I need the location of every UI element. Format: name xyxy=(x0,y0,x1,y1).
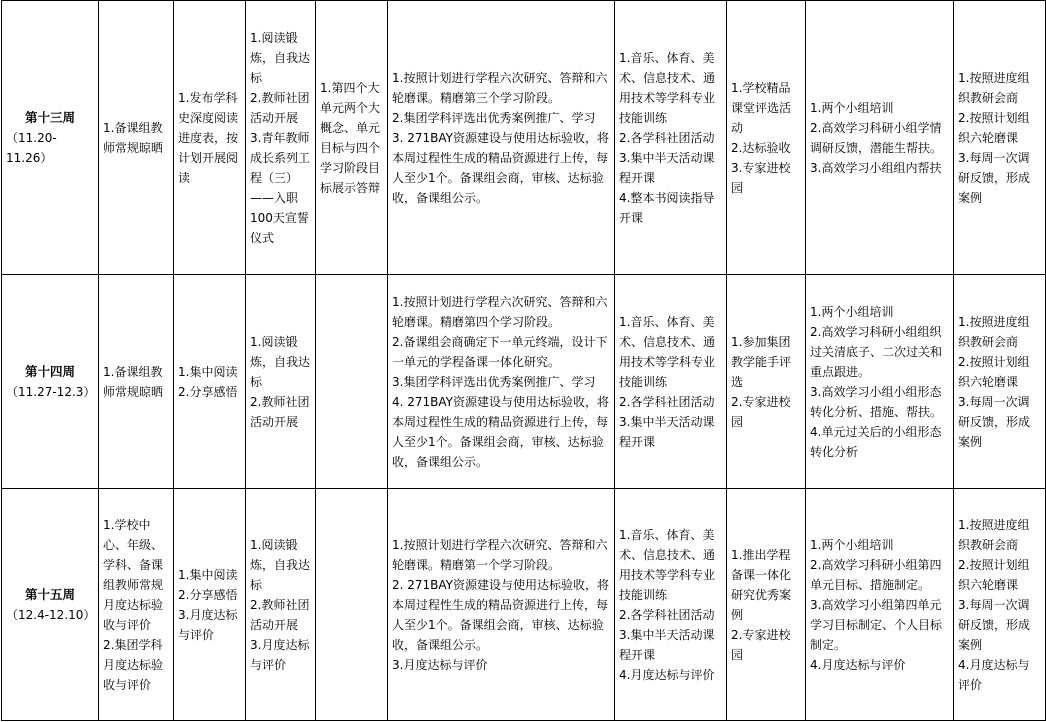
cell-item: 1.备课组教师常规晾晒 xyxy=(103,364,164,399)
cell-item: 3.每周一次调研反馈，形成案例 xyxy=(958,394,1031,449)
unit-goal-cell xyxy=(316,1,388,275)
teacher-activity-cell xyxy=(246,1,316,275)
school-activity-cell xyxy=(727,1,806,275)
cell-item: 2.教师社团活动开展 xyxy=(250,394,310,429)
study-group-cell xyxy=(806,1,954,275)
cell-item: 2.教师社团活动开展 xyxy=(250,90,310,125)
cell-item: 1.第四个大单元两个大概念、单元目标与四个学习阶段目标展示答辩 xyxy=(320,80,381,195)
cell-item: 1.阅读锻炼，自我达标 xyxy=(250,537,311,592)
teacher-activity-cell xyxy=(246,489,316,721)
cell-item: 2.按照计划组织六轮磨课 xyxy=(958,110,1030,145)
week-cell xyxy=(2,275,99,489)
cell-item: 4.整本书阅读指导开课 xyxy=(619,190,715,225)
cell-item: 2.教师社团活动开展 xyxy=(250,597,310,632)
cell-item: 1.发布学科史深度阅读进度表，按计划开展阅读 xyxy=(178,90,239,185)
cell-item: 2.各学科社团活动 xyxy=(619,607,715,622)
cell-item: 1.按照进度组织教研会商 xyxy=(958,517,1030,552)
cell-item: 3.月度达标与评价 xyxy=(178,607,238,642)
week-label: 第十四周 xyxy=(24,363,75,379)
lesson-research-cell xyxy=(388,1,615,275)
cell-item: 2.各学科社团活动 xyxy=(619,394,715,409)
week-cell xyxy=(2,1,99,275)
week-dates: （11.20-11.26） xyxy=(6,130,57,165)
cell-item: 4.月度达标与评价 xyxy=(619,667,715,682)
table-row xyxy=(2,489,1046,721)
cell-item: 2.集团学科月度达标验收与评价 xyxy=(103,637,164,692)
cell-item: 2. 271BAY资源建设与使用达标验收，将本周过程性生成的精品资源进行上传，每人至少1个。备课组会商，审核、达标验收，备课组公示。 xyxy=(392,577,610,652)
cell-item: 1.学校精品课堂评选活动 xyxy=(731,80,792,135)
cell-item: 2.专家进校园 xyxy=(731,394,791,429)
cell-item: 1.阅读锻炼，自我达标 xyxy=(250,30,311,85)
cell-item: 1.两个小组培训 xyxy=(810,304,894,319)
cell-item: 3.专家进校园 xyxy=(731,160,791,195)
cell-item: 4.月度达标与评价 xyxy=(810,657,906,672)
cell-item: 3.高效学习小组第四单元学习目标制定、个人目标制定。 xyxy=(810,597,943,652)
cell-item: 1.集中阅读 xyxy=(178,567,238,582)
study-group-cell xyxy=(806,275,954,489)
research-feedback-cell xyxy=(954,489,1046,721)
week-label: 第十三周 xyxy=(24,109,75,125)
cell-item: 2.分享感悟 xyxy=(178,587,238,602)
cell-item: 3.每周一次调研反馈，形成案例 xyxy=(958,150,1031,205)
cell-item: 2.高效学习科研小组学情调研反馈，潜能生帮扶。 xyxy=(810,120,943,155)
cell-item: 3.青年教师成长系列工程（三）——入职100天宣誓仪式 xyxy=(250,130,311,245)
cell-item: 3.集中半天活动课程开课 xyxy=(619,627,715,662)
teacher-routine-cell xyxy=(99,489,174,721)
cell-item: 4.月度达标与评价 xyxy=(958,657,1030,692)
cell-item: 1.按照计划进行学程六次研究、答辩和六轮磨课。精磨第三个学习阶段。 xyxy=(392,70,608,105)
cell-item: 2.各学科社团活动 xyxy=(619,130,715,145)
week-dates: （12.4-12.10） xyxy=(6,607,96,622)
cell-item: 2.专家进校园 xyxy=(731,627,791,662)
cell-item: 1.两个小组培训 xyxy=(810,100,894,115)
table-row xyxy=(2,275,1046,489)
cell-item: 3.每周一次调研反馈，形成案例 xyxy=(958,597,1031,652)
lesson-research-cell xyxy=(388,275,615,489)
unit-goal-cell xyxy=(316,275,388,489)
cell-item: 2.按照计划组织六轮磨课 xyxy=(958,354,1030,389)
cell-item: 3. 271BAY资源建设与使用达标验收，将本周过程性生成的精品资源进行上传，每人至少1个。备课组会商，审核、达标验收，备课组公示。 xyxy=(392,130,610,205)
cell-item: 3.高效学习小组小组形态转化分析、措施、帮扶。 xyxy=(810,384,943,419)
cell-item: 1.按照进度组织教研会商 xyxy=(958,314,1030,349)
reading-cell xyxy=(174,1,246,275)
reading-cell xyxy=(174,275,246,489)
unit-goal-cell xyxy=(316,489,388,721)
cell-item: 3.集中半天活动课程开课 xyxy=(619,414,715,449)
cell-item: 2.按照计划组织六轮磨课 xyxy=(958,557,1030,592)
teacher-activity-cell xyxy=(246,275,316,489)
cell-item: 2.分享感悟 xyxy=(178,384,238,399)
cell-item: 3.集中半天活动课程开课 xyxy=(619,150,715,185)
cell-item: 1.按照计划进行学程六次研究、答辩和六轮磨课。精磨第四个学习阶段。 xyxy=(392,294,608,329)
schedule-table xyxy=(1,0,1046,721)
teacher-routine-cell xyxy=(99,1,174,275)
cell-item: 3.高效学习小组组内帮扶 xyxy=(810,160,942,175)
cell-item: 3.月度达标与评价 xyxy=(250,637,310,672)
cell-item: 1.音乐、体育、美术、信息技术、通用技术等学科专业技能训练 xyxy=(619,314,716,389)
cell-item: 1.按照进度组织教研会商 xyxy=(958,70,1030,105)
school-activity-cell xyxy=(727,275,806,489)
cell-item: 2.达标验收 xyxy=(731,140,791,155)
week-cell xyxy=(2,489,99,721)
study-group-cell xyxy=(806,489,954,721)
specialty-training-cell xyxy=(615,1,727,275)
cell-item: 1.推出学程备课一体化研究优秀案例 xyxy=(731,547,792,622)
table-row xyxy=(2,1,1046,275)
cell-item: 2.备课组会商确定下一单元终端，设计下一单元的学程备课一体化研究。 xyxy=(392,334,608,369)
cell-item: 1.备课组教师常规晾晒 xyxy=(103,120,164,155)
cell-item: 2.高效学习科研小组第四单元目标、措施制定。 xyxy=(810,557,942,592)
cell-item: 1.阅读锻炼，自我达标 xyxy=(250,334,311,389)
teacher-routine-cell xyxy=(99,275,174,489)
cell-item: 1.音乐、体育、美术、信息技术、通用技术等学科专业技能训练 xyxy=(619,50,716,125)
cell-item: 2.高效学习科研小组组织过关清底子、二次过关和重点跟进。 xyxy=(810,324,943,379)
cell-item: 1.按照计划进行学程六次研究、答辩和六轮磨课。精磨第一个学习阶段。 xyxy=(392,537,608,572)
cell-item: 4. 271BAY资源建设与使用达标验收，将本周过程性生成的精品资源进行上传，每人至少1个。备课组会商，审核、达标验收，备课组公示。 xyxy=(392,394,610,469)
cell-item: 3.月度达标与评价 xyxy=(392,657,488,672)
specialty-training-cell xyxy=(615,275,727,489)
cell-item: 2.集团学科评选出优秀案例推广、学习 xyxy=(392,110,596,125)
cell-item: 1.集中阅读 xyxy=(178,364,238,379)
cell-item: 1.参加集团教学能手评选 xyxy=(731,334,792,389)
research-feedback-cell xyxy=(954,275,1046,489)
week-label: 第十五周 xyxy=(24,586,75,602)
specialty-training-cell xyxy=(615,489,727,721)
cell-item: 1.学校中心、年级、学科、备课组教师常规月度达标验收与评价 xyxy=(103,517,164,632)
school-activity-cell xyxy=(727,489,806,721)
cell-item: 1.音乐、体育、美术、信息技术、通用技术等学科专业技能训练 xyxy=(619,527,716,602)
cell-item: 4.单元过关后的小组形态转化分析 xyxy=(810,424,942,459)
research-feedback-cell xyxy=(954,1,1046,275)
cell-item: 1.两个小组培训 xyxy=(810,537,894,552)
reading-cell xyxy=(174,489,246,721)
week-dates: （11.27-12.3） xyxy=(6,384,96,399)
cell-item: 3.集团学科评选出优秀案例推广、学习 xyxy=(392,374,596,389)
lesson-research-cell xyxy=(388,489,615,721)
